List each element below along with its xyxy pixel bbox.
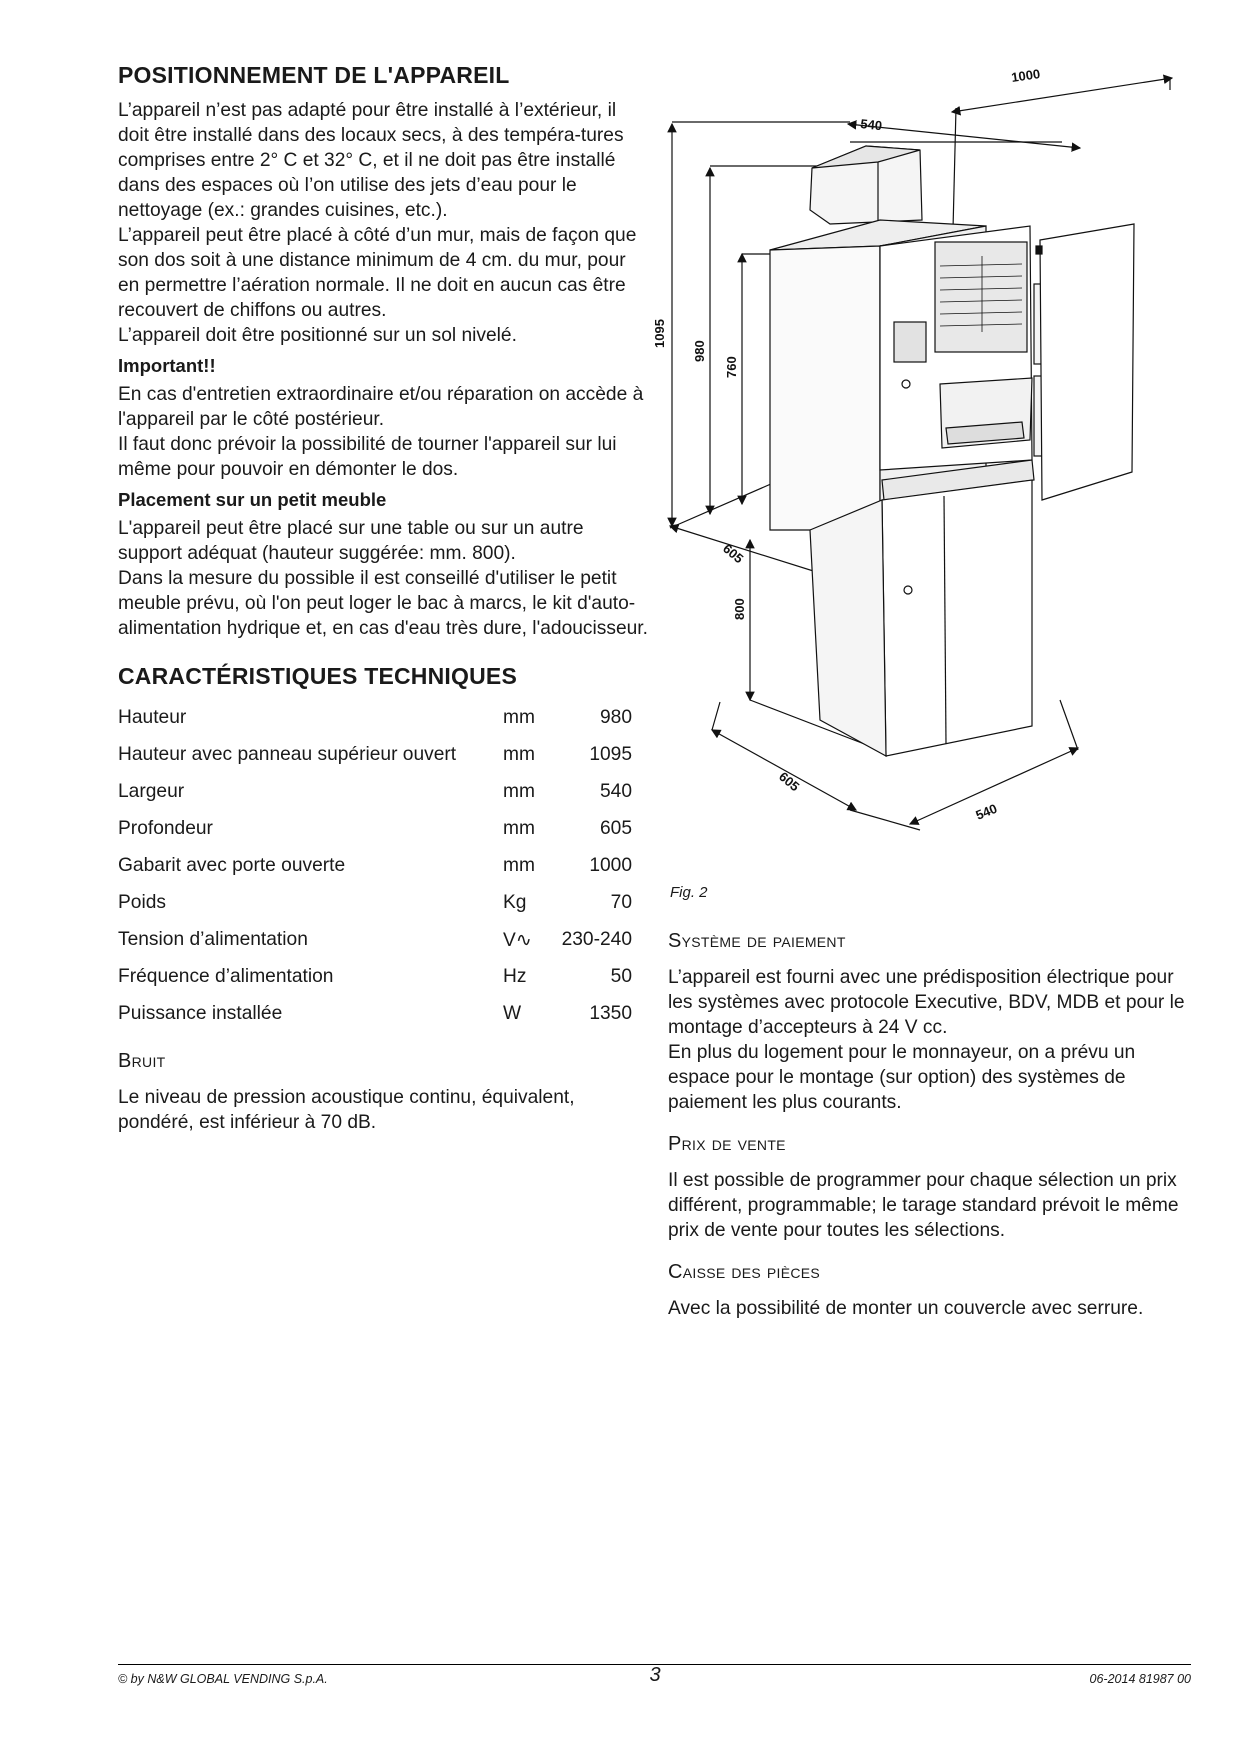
spec-value: 605: [599, 817, 632, 839]
dim-1095: 1095: [652, 319, 667, 348]
spec-value: 540: [599, 780, 632, 802]
spec-unit: Kg: [503, 891, 527, 913]
spec-value: 1095: [589, 743, 632, 765]
page-number: 3: [649, 1664, 661, 1686]
spec-value: 230-240: [561, 928, 632, 950]
spec-label: Hauteur avec panneau supérieur ouvert: [118, 743, 457, 765]
spec-label: Tension d’alimentation: [118, 928, 308, 950]
important-para-2: Il faut donc prévoir la possibilité de tourner l'appareil sur lui même pour pouvoir en démonter le dos.: [118, 434, 617, 480]
specs-table: [118, 699, 632, 1032]
dim-540-bot: 540: [973, 800, 1000, 823]
spec-row: [118, 810, 632, 847]
dim-540-top: 540: [859, 116, 883, 134]
placement-para-2: Dans la mesure du possible il est conseillé d'utiliser le petit meuble prévu, où l'on peut loger le bac à marcs, le kit d'auto-alimentation hydrique et, en cas d'eau très dure, l'adoucisseur.: [118, 568, 648, 639]
footer-docref: 06-2014 81987 00: [1089, 1672, 1191, 1686]
spec-value: 50: [610, 965, 632, 987]
dim-760: 760: [724, 356, 739, 378]
paiement-para-1: L’appareil est fourni avec une prédisposition électrique pour les systèmes avec protocole Executive, BDV, MDB et pour le montage d’accepteurs à 24 V cc.: [668, 967, 1185, 1038]
figure-caption: Fig. 2: [670, 884, 708, 901]
dim-605-bot: 605: [776, 768, 803, 795]
spec-value: 980: [599, 706, 632, 728]
spec-label: Gabarit avec porte ouverte: [118, 854, 346, 876]
prix-text: Il est possible de programmer pour chaque sélection un prix différent, programmable; le tarage standard prévoit le même prix de vente pour toutes les sélections.: [668, 1170, 1179, 1241]
spec-unit: mm: [503, 706, 535, 728]
spec-row: [118, 773, 632, 810]
machine-dimension-figure: [652, 60, 1200, 870]
dim-800: 800: [732, 598, 747, 620]
spec-unit: mm: [503, 780, 535, 802]
spec-unit: mm: [503, 854, 535, 876]
important-title: Important!!: [118, 355, 216, 376]
positionnement-para-2: L’appareil peut être placé à côté d’un mur, mais de façon que son dos soit à une distance minimum de 4 cm. du mur, pour en permettre l’aération normale. Il ne doit en aucun cas être recouvert de chiffons ou autres.: [118, 225, 637, 321]
spec-label: Largeur: [118, 780, 185, 802]
spec-unit: mm: [503, 743, 535, 765]
section-title-caracteristiques: CARACTÉRISTIQUES TECHNIQUES: [118, 663, 517, 689]
caisse-title: Caisse des pièces: [668, 1261, 821, 1283]
spec-row: [118, 884, 632, 921]
paiement-title: Système de paiement: [668, 930, 846, 952]
placement-para-1: L'appareil peut être placé sur une table ou sur un autre support adéquat (hauteur suggérée: mm. 800).: [118, 518, 584, 564]
prix-title: Prix de vente: [668, 1133, 786, 1155]
spec-unit: V∿: [503, 929, 532, 951]
spec-label: Hauteur: [118, 706, 187, 728]
spec-label: Profondeur: [118, 817, 213, 839]
spec-label: Puissance installée: [118, 1002, 283, 1024]
spec-value: 70: [610, 891, 632, 913]
caisse-text: Avec la possibilité de monter un couvercle avec serrure.: [668, 1298, 1144, 1319]
spec-unit: mm: [503, 817, 535, 839]
spec-row: [118, 921, 632, 958]
spec-value: 1350: [589, 1002, 632, 1024]
important-para-1: En cas d'entretien extraordinaire et/ou réparation on accède à l'appareil par le côté postérieur.: [118, 384, 644, 430]
spec-row: [118, 995, 632, 1032]
spec-row: [118, 736, 632, 773]
dim-980: 980: [692, 340, 707, 362]
bruit-text: Le niveau de pression acoustique continu, équivalent, pondéré, est inférieur à 70 dB.: [118, 1087, 575, 1133]
spec-unit: Hz: [503, 965, 527, 987]
spec-label: Fréquence d’alimentation: [118, 965, 334, 987]
dim-1000: 1000: [1010, 66, 1042, 85]
positionnement-para-3: L’appareil doit être positionné sur un sol nivelé.: [118, 325, 517, 346]
right-column: [668, 930, 1188, 1321]
spec-label: Poids: [118, 891, 166, 913]
spec-row: [118, 847, 632, 884]
paiement-para-2: En plus du logement pour le monnayeur, on a prévu un espace pour le montage (sur option) des systèmes de paiement les plus courants.: [668, 1042, 1136, 1113]
bruit-title: Bruit: [118, 1050, 166, 1072]
spec-row: [118, 699, 632, 736]
positionnement-para-1: L’appareil n’est pas adapté pour être installé à l’extérieur, il doit être installé dans des locaux secs, à des tempéra-tures comprises entre 2° C et 32° C, et il ne doit pas être installé dans des espaces où l’on utilise des jets d’eau pour le nettoyage (ex.: grandes cuisines, etc.).: [118, 100, 624, 221]
placement-title: Placement sur un petit meuble: [118, 489, 387, 510]
left-column: [118, 62, 648, 1135]
section-title-positionnement: POSITIONNEMENT DE L'APPAREIL: [118, 62, 510, 88]
spec-row: [118, 958, 632, 995]
spec-unit: W: [503, 1002, 522, 1024]
dim-605-mid: 605: [720, 540, 747, 567]
spec-value: 1000: [589, 854, 632, 876]
footer-copyright: © by N&W GLOBAL VENDING S.p.A.: [118, 1672, 328, 1686]
